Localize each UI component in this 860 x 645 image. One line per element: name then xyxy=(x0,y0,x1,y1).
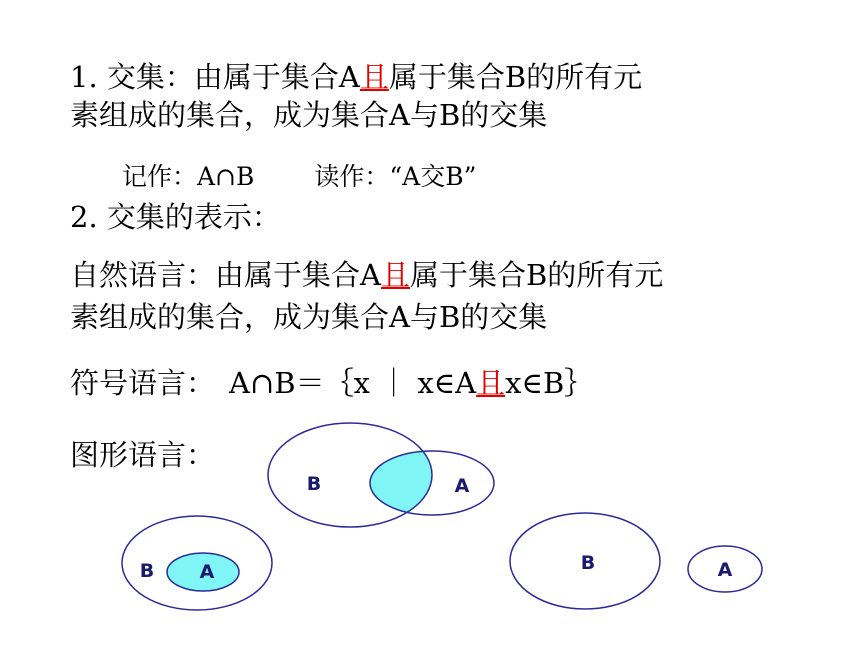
natural-language-line-2: 素组成的集合，成为集合A与B的交集 xyxy=(70,300,548,334)
notation-read: 读作：“A交B” xyxy=(314,162,477,191)
graphic-language-label: 图形语言： xyxy=(70,438,216,472)
subset-diagram xyxy=(122,516,272,610)
set-a-label: A xyxy=(454,475,470,497)
symbolic-expression-post: x∈B｝ xyxy=(505,366,594,400)
set-a-label: A xyxy=(199,561,215,583)
highlight-and: 且 xyxy=(359,60,389,94)
natural-language-post: 属于集合B的所有元 xyxy=(409,258,664,292)
definition-line-2: 素组成的集合，成为集合A与B的交集 xyxy=(70,98,548,132)
set-b-label: B xyxy=(306,473,322,495)
symbolic-language-label: 符号语言： xyxy=(70,366,216,400)
representation-title: 2. 交集的表示： xyxy=(70,200,281,234)
set-b-label: B xyxy=(580,552,596,574)
intersection-diagram xyxy=(268,423,494,527)
set-a-label: A xyxy=(717,559,733,581)
highlight-and: 且 xyxy=(380,258,410,292)
set-b-label: B xyxy=(139,560,155,582)
symbolic-expression-pre: A∩B＝｛x ｜ x∈A xyxy=(229,366,477,400)
natural-language-pre: 自然语言：由属于集合A xyxy=(70,258,381,292)
notation-record: 记作：A∩B xyxy=(122,162,255,191)
disjoint-diagram xyxy=(510,513,762,609)
highlight-and: 且 xyxy=(476,366,506,400)
definition-text-pre: 1. 交集：由属于集合A xyxy=(70,60,360,94)
definition-text-post: 属于集合B的所有元 xyxy=(388,60,643,94)
